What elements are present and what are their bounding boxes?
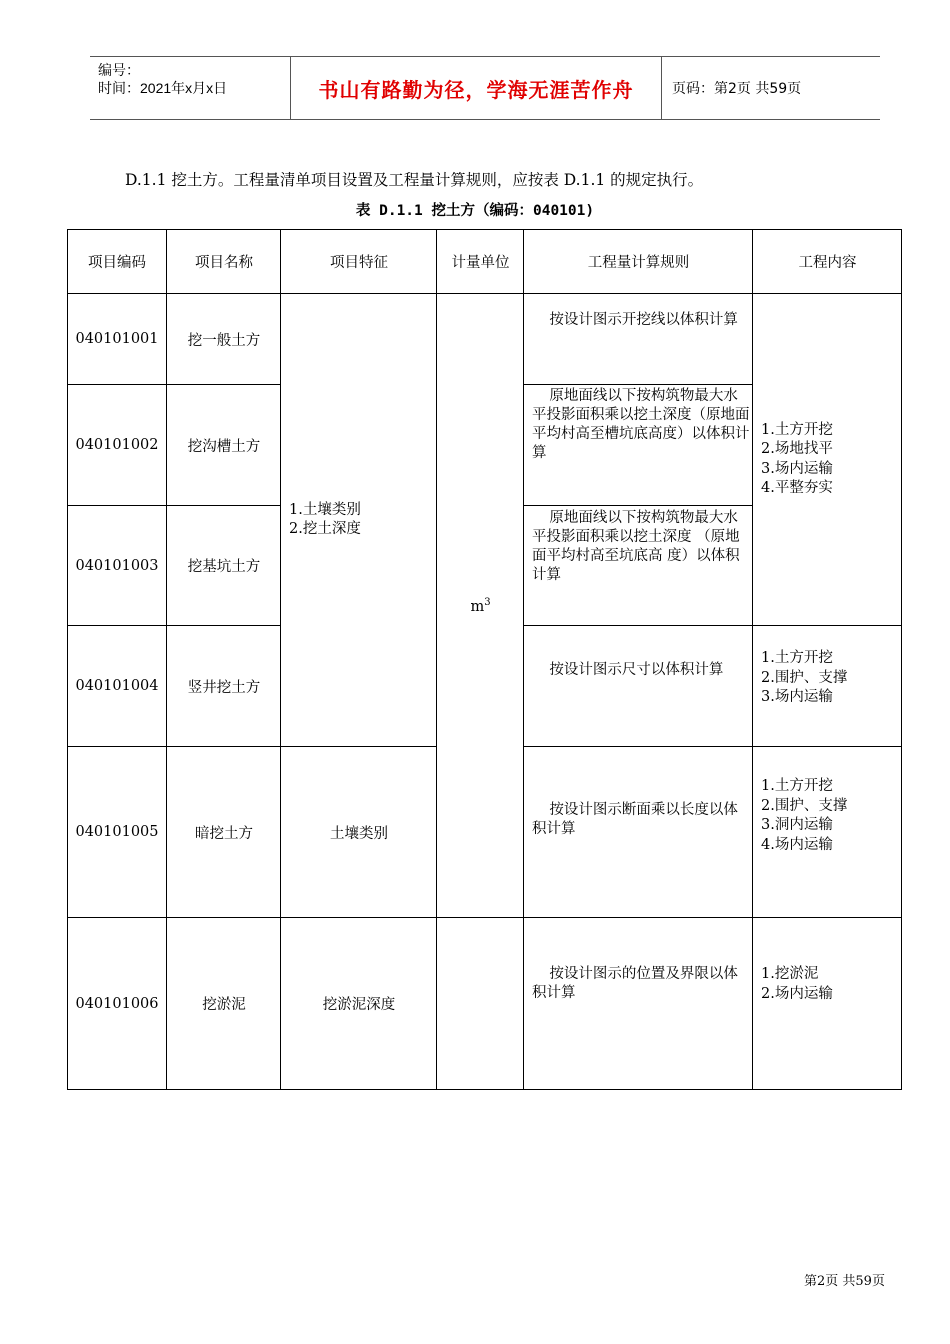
header-meta bbox=[90, 57, 291, 119]
row-name: 暗挖土方 bbox=[195, 825, 253, 842]
content-item: 2.围护、支撑 bbox=[761, 669, 848, 686]
content-tunnel bbox=[753, 777, 902, 867]
unit-cell bbox=[437, 294, 524, 917]
quantity-table bbox=[67, 229, 902, 1090]
row-code: 040101003 bbox=[75, 557, 159, 574]
header-rule: 工程量计算规则 bbox=[587, 254, 690, 271]
unit-exponent: 3 bbox=[484, 596, 491, 608]
header-unit: 计量单位 bbox=[451, 254, 510, 271]
page-header bbox=[90, 56, 880, 120]
content-item: 1.土方开挖 bbox=[761, 778, 833, 794]
rule-text: 按设计图示断面乘以长度以体积计算 bbox=[532, 802, 738, 837]
content-item: 2.围护、支撑 bbox=[761, 797, 848, 814]
intro-paragraph: D.1.1 挖土方。工程量清单项目设置及工程量计算规则，应按表 D.1.1 的规定执行。 bbox=[125, 171, 704, 189]
row-code: 040101005 bbox=[75, 824, 159, 840]
content-item: 2.场内运输 bbox=[761, 985, 833, 1002]
content-silt bbox=[753, 965, 902, 1015]
content-item: 4.平整夯实 bbox=[761, 480, 833, 496]
rule-text: 按设计图示尺寸以体积计算 bbox=[549, 662, 724, 678]
rule-text: 原地面线以下按构筑物最大水平投影面积乘以挖土深度（原地面平均村高至槽坑底高度）以体积计算 bbox=[532, 388, 750, 461]
row-code: 040101006 bbox=[75, 995, 159, 1012]
row-code: 040101001 bbox=[75, 331, 159, 347]
row-code: 040101002 bbox=[75, 437, 159, 453]
content-item: 3.场内运输 bbox=[761, 689, 833, 705]
row-name: 挖沟槽土方 bbox=[187, 438, 261, 455]
rule-text: 原地面线以下按构筑物最大水平投影面积乘以挖土深度 （原地面平均村高至坑底高 度）以体积计算 bbox=[532, 510, 740, 583]
feature-soil: 土壤类别 bbox=[330, 825, 388, 842]
feature-item: 2.挖土深度 bbox=[289, 521, 361, 537]
time-label: 时间：2021年x月x日 bbox=[98, 80, 228, 96]
content-item: 3.洞内运输 bbox=[761, 817, 833, 833]
content-item: 4.场内运输 bbox=[761, 836, 833, 853]
row-name: 竖井挖土方 bbox=[187, 679, 261, 696]
content-item: 1.挖淤泥 bbox=[761, 966, 819, 982]
rule-text: 按设计图示开挖线以体积计算 bbox=[549, 312, 738, 328]
header-name: 项目名称 bbox=[195, 254, 253, 271]
content-item: 1.土方开挖 bbox=[761, 421, 833, 438]
feature-item: 1.土壤类别 bbox=[289, 501, 361, 518]
feature-silt: 挖淤泥深度 bbox=[322, 997, 396, 1013]
row-name: 挖基坑土方 bbox=[187, 559, 261, 575]
header-feature: 项目特征 bbox=[330, 254, 388, 271]
table-caption: 表 D.1.1 挖土方（编码：040101) bbox=[355, 203, 595, 219]
header-code: 项目编码 bbox=[88, 254, 146, 271]
content-item: 3.场内运输 bbox=[761, 460, 833, 477]
feature-group bbox=[281, 294, 437, 746]
content-item: 1.土方开挖 bbox=[761, 650, 833, 666]
rule-text: 按设计图示的位置及界限以体积计算 bbox=[532, 966, 738, 1001]
motto: 书山有路勤为径，学海无涯苦作舟 bbox=[291, 57, 662, 119]
header-page-info: 页码：第2页 共59页 bbox=[672, 81, 802, 97]
content-item: 2.场地找平 bbox=[761, 441, 833, 457]
unit-symbol: m bbox=[470, 598, 485, 615]
header-content: 工程内容 bbox=[798, 254, 857, 271]
row-name: 挖一般土方 bbox=[187, 332, 261, 349]
content-group bbox=[753, 294, 902, 625]
content-shaft bbox=[753, 649, 902, 739]
page-footer: 第2页 共59页 bbox=[804, 1274, 885, 1289]
row-code: 040101004 bbox=[75, 678, 159, 694]
number-label: 编号： bbox=[98, 62, 140, 78]
row-name: 挖淤泥 bbox=[202, 997, 246, 1013]
